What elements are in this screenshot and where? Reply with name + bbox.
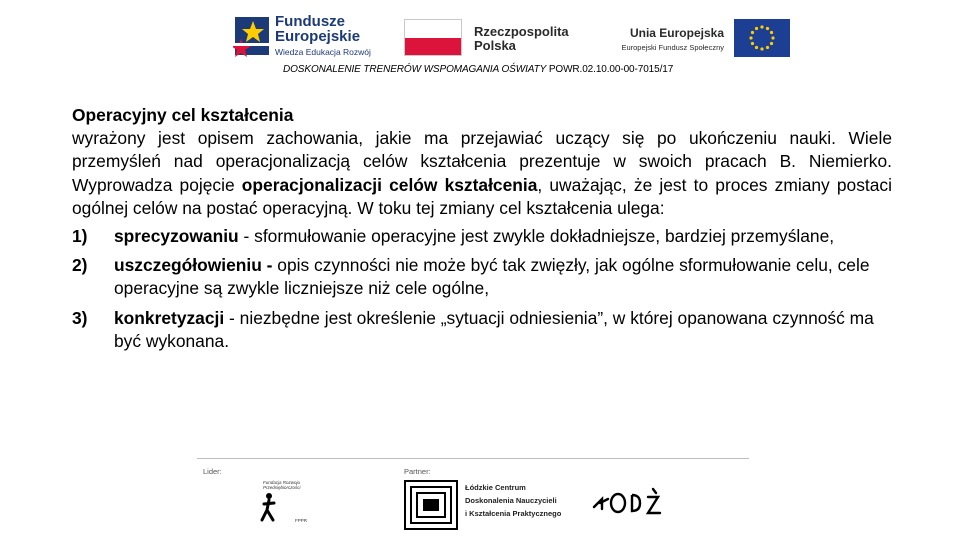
ldn-square-logo-icon	[404, 480, 458, 530]
fe-logo-line1: Fundusze	[275, 13, 345, 30]
project-code-rest: POWR.02.10.00-00-7015/17	[546, 64, 674, 75]
partner-label: Partner:	[404, 467, 431, 476]
points-list	[72, 225, 892, 354]
list-item-term: sprecyzowaniu	[114, 225, 239, 246]
ue-logo-line2: Europejski Fundusz Społeczny	[621, 43, 724, 52]
eu-star-icon	[770, 31, 773, 34]
page-title: Operacyjny cel kształcenia	[72, 105, 294, 125]
main-content	[72, 104, 892, 360]
lider-label: Lider:	[203, 467, 222, 476]
partner-name	[465, 481, 575, 520]
eu-star-icon	[766, 27, 769, 30]
list-item-number: 3)	[72, 307, 88, 328]
rp-logo-line1: Rzeczpospolita	[474, 24, 569, 39]
eu-star-icon	[751, 31, 754, 34]
fe-logo-line2: Europejskie	[275, 28, 361, 45]
eu-star-icon	[749, 36, 752, 39]
eu-star-icon	[751, 42, 754, 45]
list-item-desc: opis czynności nie może być tak zwięzły, jak ogólne sformułowanie celu, cele operacyjne są zwykle liczniejsze niż cele ogólne,	[114, 255, 870, 299]
eu-flag-icon	[734, 19, 790, 57]
intro-bold-term: operacjonalizacji celów kształcenia	[241, 174, 538, 195]
rp-logo-line2: Polska	[474, 38, 516, 53]
partner-name-line3: i Kształcenia Praktycznego	[465, 509, 562, 518]
eu-star-icon	[755, 46, 758, 49]
eu-star-icon	[770, 42, 773, 45]
eu-star-icon	[760, 25, 763, 28]
project-code	[283, 64, 673, 75]
list-item-term: konkretyzacji	[114, 307, 225, 328]
project-code-italic: DOSKONALENIE TRENERÓW WSPOMAGANIA OŚWIATY	[283, 64, 547, 75]
intro-paragraph	[72, 127, 892, 221]
list-item-number: 1)	[72, 225, 88, 246]
intro-text-1: wyrażony jest opisem zachowania, jakie ma przejawiać uczący się po ukończeniu nauki. Wiele przemyśleń nad operacjonalizacją celów kształcenia prezentuje w swoich pracach B. Niemierko. Wyprowadza pojęcie	[72, 128, 892, 195]
intro-text-2: , uważając, że jest to proces zmiany postaci ogólnej celów na postać operacyjną. W toku tej zmiany cel kształcenia ulega:	[72, 174, 892, 219]
lider-abbr: FPPR	[295, 518, 308, 523]
footer-divider	[197, 458, 749, 459]
eu-star-icon	[771, 36, 774, 39]
list-item	[72, 254, 892, 301]
lider-logo	[255, 478, 317, 528]
partner-name-line2: Doskonalenia Nauczycieli	[465, 496, 557, 505]
eu-star-icon	[760, 47, 763, 50]
eu-star-icon	[766, 46, 769, 49]
list-item-term: uszczegółowieniu -	[114, 255, 273, 276]
lodz-city-logo-icon	[590, 485, 666, 519]
fe-stars-icon	[233, 13, 273, 59]
lider-caption: Fundacja Rozwoju Przedsiębiorczości	[263, 480, 301, 490]
partner-name-line1: Łódzkie Centrum	[465, 483, 526, 492]
unia-europejska-logo	[600, 19, 790, 59]
list-item	[72, 225, 892, 248]
fundusze-europejskie-logo	[233, 13, 373, 59]
list-item-desc: - sformułowanie operacyjne jest zwykle dokładniejsze, bardziej przemyślane,	[238, 225, 835, 246]
eu-star-icon	[755, 27, 758, 30]
list-item	[72, 307, 892, 354]
polish-flag-icon	[404, 19, 462, 56]
ue-logo-line1: Unia Europejska	[629, 26, 724, 40]
list-item-number: 2)	[72, 255, 88, 276]
rzeczpospolita-polska-logo	[404, 19, 574, 57]
list-item-desc: - niezbędne jest określenie „sytuacji odniesienia”, w której opanowana czynność ma być wykonana.	[114, 307, 874, 352]
fe-logo-line3: Wiedza Edukacja Rozwój	[275, 47, 371, 57]
